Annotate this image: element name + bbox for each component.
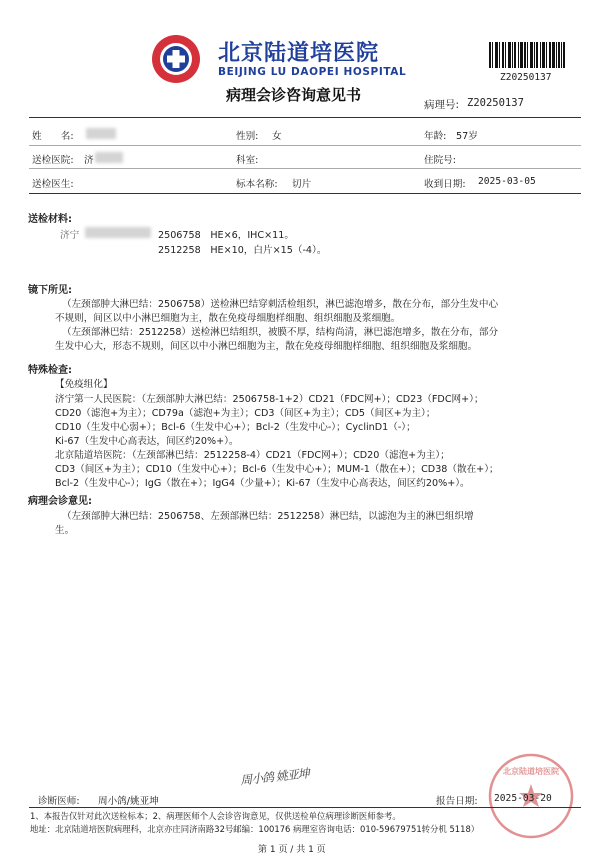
report-date-label: 报告日期:: [436, 796, 478, 807]
diagnosing-doctor-label: 诊断医师:: [38, 796, 80, 807]
microscopy-line: （左颈部淋巴结：2512258）送检淋巴结组织，被膜不厚，结构尚清，淋巴滤泡增多，散在分布，部分: [62, 327, 499, 338]
ihc-line: Ki-67（生发中心高表达，间区约20%+）。: [55, 436, 239, 447]
ihc-line: Bcl-2（生发中心-）；IgG（散在+）；IgG4（少量+）；Ki-67（生发中心高表达，间区约20%+）。: [55, 478, 470, 489]
opinion-line: 生。: [55, 525, 75, 536]
specimen-label: 标本名称:: [236, 179, 278, 190]
opinion-title: 病理会诊意见:: [28, 496, 92, 507]
microscopy-title: 镜下所见:: [28, 285, 72, 296]
materials-line1-prefix: 济宁: [60, 230, 80, 241]
specimen-value: 切片: [292, 179, 312, 190]
microscopy-line: （左颈部肿大淋巴结：2506758）送检淋巴结穿刺活检组织，淋巴滤泡增多，散在分布，部分生发中心: [62, 299, 499, 310]
stamp-text: 北京陆道培医院: [503, 767, 559, 776]
opinion-line: （左颈部肿大淋巴结：2506758、左颈部淋巴结：2512258）淋巴结，以滤泡为主的淋巴组织增: [62, 511, 474, 522]
hospital-name-cn: 北京陆道培医院: [218, 41, 380, 66]
sex-value: 女: [272, 131, 282, 142]
footer-divider: [29, 807, 581, 808]
patient-name-label: 姓 名:: [32, 131, 74, 142]
sending-hospital-value: 济: [84, 155, 94, 166]
dept-label: 科室:: [236, 155, 259, 166]
ihc-subtitle: 【免疫组化】: [55, 379, 113, 390]
row-divider: [29, 145, 581, 146]
age-label: 年龄:: [424, 131, 447, 142]
hospital-logo: [151, 34, 201, 84]
pathology-number: Z20250137: [467, 97, 524, 109]
microscopy-line: 生发中心大，形态不规则，间区以中小淋巴细胞为主，散在免疫母细胞样细胞、组织细胞及浆细胞。: [55, 341, 478, 352]
ihc-line: CD20（滤泡+为主）；CD79a（滤泡+为主）；CD3（间区+为主）；CD5（间区+为主）；: [55, 408, 436, 419]
received-date-value: 2025-03-05: [478, 176, 536, 187]
materials-line2: 2512258 HE×10，白片×15（-4）。: [158, 245, 327, 256]
materials-redacted: [85, 227, 151, 238]
pathology-number-label: 病理号:: [424, 99, 460, 111]
sending-doctor-label: 送检医生:: [32, 179, 74, 190]
barcode: [489, 42, 565, 68]
footer-address: 地址：北京陆道培医院病理科，北京亦庄同济南路32号邮编：100176 病理室咨询电话：010-59679751转分机 5118）: [30, 824, 480, 834]
barcode-number: Z20250137: [500, 72, 552, 83]
patient-name-redacted: [86, 128, 116, 139]
sex-label: 性别:: [236, 131, 259, 142]
materials-line1: 2506758 HE×6，IHC×11。: [158, 230, 294, 241]
ihc-line: 济宁第一人民医院：（左颈部肿大淋巴结：2506758-1+2）CD21（FDC网+）；CD23（FDC网+）；: [55, 394, 484, 405]
microscopy-line: 不规则，间区以中小淋巴细胞为主，散在免疫母细胞样细胞、组织细胞及浆细胞。: [55, 313, 401, 324]
ihc-line: 北京陆道培医院：（左颈部淋巴结：2512258-4）CD21（FDC网+）；CD20（滤泡+为主）；: [55, 450, 450, 461]
ihc-line: CD10（生发中心弱+）；Bcl-6（生发中心+）；Bcl-2（生发中心-）；CyclinD1（-）；: [55, 422, 416, 433]
page-number: 第 1 页 / 共 1 页: [258, 845, 326, 855]
bed-label: 住院号:: [424, 155, 457, 166]
diagnosing-doctor-value: 周小鸽/姚亚坤: [98, 796, 159, 807]
info-divider: [29, 193, 581, 194]
age-value: 57岁: [456, 131, 478, 142]
report-date-value: 2025-03-20: [494, 793, 552, 804]
hospital-name-en: BEIJING LU DAOPEI HOSPITAL: [218, 66, 407, 78]
sending-hospital-label: 送检医院:: [32, 155, 74, 166]
special-exam-title: 特殊检查:: [28, 365, 72, 376]
ihc-line: CD3（间区+为主）；CD10（生发中心+）；Bcl-6（生发中心+）；MUM-1（散在+）；CD38（散在+）；: [55, 464, 499, 475]
header-divider: [29, 117, 581, 118]
sending-hospital-redacted: [95, 152, 123, 163]
materials-title: 送检材料:: [28, 214, 72, 225]
footer-note: 1、本报告仅针对此次送检标本；2、病理医师个人会诊咨询意见，仅供送检单位病理诊断医师参考。: [30, 811, 401, 821]
document-title: 病理会诊咨询意见书: [226, 86, 362, 104]
received-date-label: 收到日期:: [424, 179, 466, 190]
row-divider: [29, 168, 581, 169]
signature: 周小鸽 姚亚坤: [239, 766, 310, 788]
